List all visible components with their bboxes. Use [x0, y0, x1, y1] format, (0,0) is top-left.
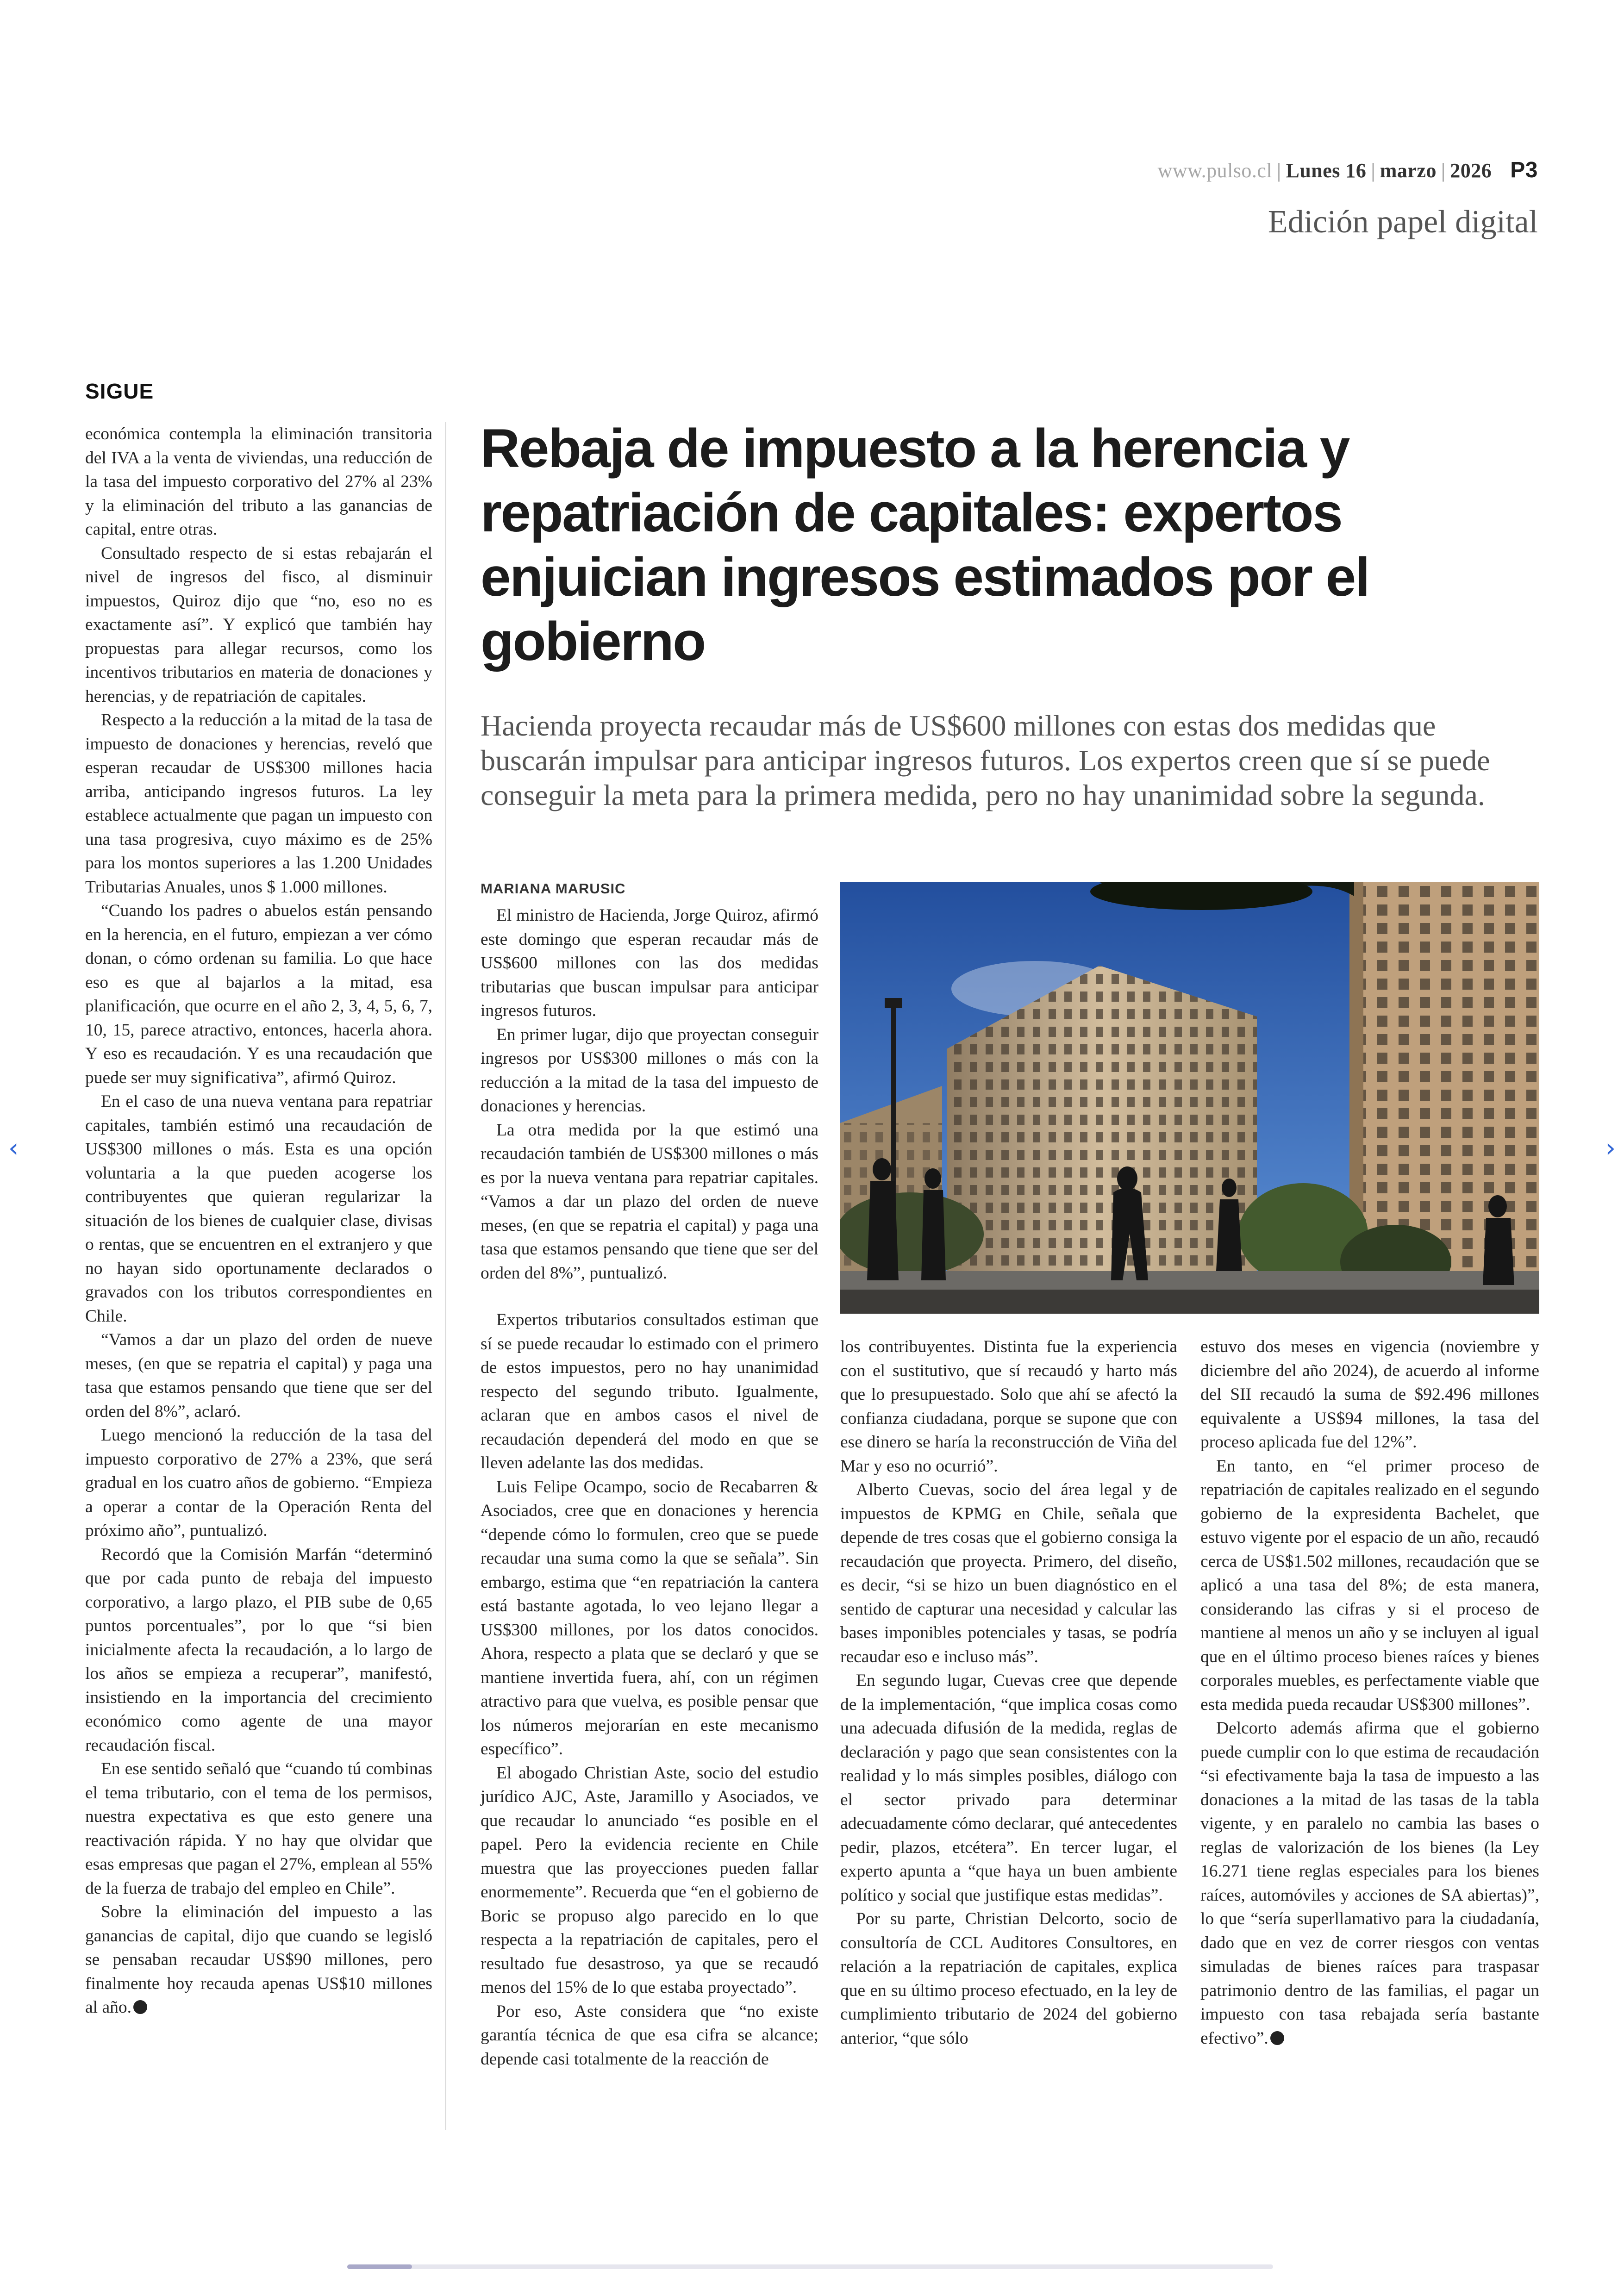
prev-page-chevron-icon[interactable]: ‹: [8, 1133, 19, 1163]
byline: MARIANA MARUSIC: [481, 880, 626, 897]
paragraph: El abogado Christian Aste, socio del estudio jurídico AJC, Aste, Jaramillo y Asociados, ve que recaudar lo anunciado “es posible en el papel. Pero la evidencia reciente en Chile muestra que las proyecciones pueden fallar enormemente”. Recuerda que “en el gobierno de Boric se propuso algo parecido en lo que respecta a la repatriación de capitales, pero el resultado fue desastroso, ya que se recaudó menos del 15% de lo que estaba proyectado”.: [481, 1763, 818, 1997]
paragraph: En el caso de una nueva ventana para repatriar capitales, también estimó una recaudación de US$300 millones o más. Esta es una opción voluntaria a la que pueden acogerse los contribuyentes que quieran regularizar la situación de los bienes de cualquier clase, divisas o rentas, que se encuentren en el extranjero y que no hayan sido oportunamente declarados o gravados con los tributos correspondientes en Chile.: [85, 1092, 432, 1326]
edition-label: Edición papel digital: [1268, 204, 1538, 240]
paragraph: La otra medida por la que estimó una recaudación también de US$300 millones o más es por la nueva ventana para repatriar capitales. “Vamos a dar un plazo del orden de nueve meses, (en que se repatria el capital) y paga una tasa que estamos pensando que tiene que ser del orden del 8%”, puntualizó.: [481, 1120, 818, 1283]
paragraph: Por su parte, Christian Delcorto, socio de consultoría de CCL Auditores Consultores, en relación a la repatriación de capitales, explica que en su último proceso efectuado, en la ley de cumplimiento tributario de 2024 del gobierno anterior, “que sólo: [840, 1909, 1177, 2048]
paragraph: Consultado respecto de si estas rebajarán el nivel de ingresos del fisco, al disminuir impuestos, Quiroz dijo que “no, eso no es exactamente así”. Y explicó que también hay propuestas para allegar recursos, como los incentivos tributarios en materia de donaciones y herencias, y de repatriación de capitales.: [85, 543, 432, 706]
separator: |: [1371, 159, 1375, 182]
paragraph: Luego mencionó la reducción de la tasa del impuesto corporativo de 27% a 23%, que será gradual en los cuatro años de gobierno. “Empieza a operar a contar de la Operación Renta del próximo año”, puntualizó.: [85, 1426, 432, 1540]
paragraph: estuvo dos meses en vigencia (noviembre y diciembre del año 2024), de acuerdo al informe del SII recaudó la suma de $92.496 millones equivalente a US$94 millones, la tasa del proceso aplicada fue del 12%”.: [1200, 1337, 1539, 1452]
article-column-1: [481, 904, 818, 1285]
paragraph: En segundo lugar, Cuevas cree que depende de la implementación, “que implica cosas como una adecuada difusión de la medida, reglas de declaración y pago que sean consistentes con la realidad y lo más simples posibles, diálogo con el sector privado para determinar adecuadamente cómo declarar, qué antecedentes pedir, plazos, etcétera”. En tercer lugar, el experto apunta a “que haya un buen ambiente político y social que justifique estas medidas”.: [840, 1671, 1177, 1905]
separator: |: [1277, 159, 1281, 182]
paragraph: los contribuyentes. Distinta fue la experiencia con el sustitutivo, que sí recaudó y harto más que lo presupuestado. Solo que ahí se afectó la confianza ciudadana, porque se supone que con ese dinero se haría la reconstrucción de Viña del Mar y eso no ocurrió”.: [840, 1337, 1177, 1476]
page-scrollbar[interactable]: [347, 2264, 1273, 2269]
article-column-1-cont: [481, 1308, 818, 2071]
article-column-3: [1200, 1335, 1539, 2050]
paragraph: Respecto a la reducción a la mitad de la tasa de impuesto de donaciones y herencias, reveló que esperan recaudar de US$300 millones hacia arriba, anticipando ingresos futuros. La ley establece actualmente que pagan un impuesto con una tasa progresiva, cuyo máximo es de 25% para los montos superiores a las 1.200 Unidades Tributarias Anuales, unos $ 1.000 millones.: [85, 711, 432, 897]
photo-buildings-street: [840, 882, 1539, 1314]
site-url: www.pulso.cl: [1157, 159, 1273, 182]
end-mark-icon: [133, 2000, 147, 2014]
scrollbar-thumb[interactable]: [347, 2264, 412, 2269]
paragraph-last: [1200, 1716, 1539, 2050]
paragraph: económica contempla la eliminación transitoria del IVA a la venta de viviendas, una reducción de la tasa del impuesto corporativo del 27% al 23% y la eliminación del tributo a las ganancias de capital, entre otras.: [85, 424, 432, 539]
issue-day: Lunes 16: [1286, 159, 1367, 182]
headline: Rebaja de impuesto a la herencia y repatriación de capitales: expertos enjuician ingresos estimados por el gobierno: [481, 418, 1369, 672]
paragraph: “Cuando los padres o abuelos están pensando en la herencia, en el futuro, empiezan a ver cómo donan, o cómo ordenan su familia. Lo que hace eso es que al bajarlos a la mitad, esa planificación, que ocurre en el año 2, 3, 4, 5, 6, 7, 10, 15, parece atractivo, entonces, hacerla ahora. Y eso es recaudación. Y es una recaudación que puede ser muy significativa”, afirmó Quiroz.: [85, 901, 432, 1087]
article-photo: [840, 882, 1539, 1314]
column-divider: [445, 422, 446, 2130]
paragraph: Alberto Cuevas, socio del área legal y de impuestos de KPMG en Chile, señala que depende de tres cosas que el gobierno consiga la recaudación que proyecta. Primero, del diseño, es decir, “si se hizo un buen diagnóstico en el sentido de capturar una necesidad y calcular las bases imponibles potenciales y tasas, se podría recaudar eso e incluso más”.: [840, 1480, 1177, 1666]
paragraph-last: [85, 1900, 432, 2020]
issue-year: 2026: [1450, 159, 1492, 182]
paragraph: Expertos tributarios consultados estiman que sí se puede recaudar lo estimado con el primero de estos impuestos, pero no hay unanimidad respecto del segundo tributo. Igualmente, aclaran que en ambos casos el nivel de recaudación dependerá del modo en que se lleven adelante las dos medidas.: [481, 1310, 818, 1472]
paragraph-text: Delcorto además afirma que el gobierno puede cumplir con lo que estima de recaudación “si efectivamente baja la tasa de impuesto a las donaciones a la mitad de las tasas de la tabla vigente, y en paralelo no cambia las bases o reglas de valorización de los bienes (la Ley 16.271 tiene reglas especiales para los bienes raíces, automóviles y acciones de SA abiertas)”, lo que “sería superllamativo para la ciudadanía, dado que en vez de correr riesgos con ventas simuladas de bienes raíces para traspasar patrimonio dentro de las familias, el pagar un impuesto con tasa rebajada sería bastante efectivo”.: [1200, 1719, 1539, 2048]
paragraph: “Vamos a dar un plazo del orden de nueve meses, (en que se repatria el capital) y paga una tasa que estamos pensando que tiene que ser del orden del 8%”, aclaró.: [85, 1330, 432, 1421]
paragraph: En ese sentido señaló que “cuando tú combinas el tema tributario, con el tema de los permisos, nuestra expectativa es que esto genere una reactivación rápida. Y no hay que olvidar que esas empresas que pagan el 27%, emplean al 55% de la fuerza de trabajo del empleo en Chile”.: [85, 1759, 432, 1898]
paragraph: Luis Felipe Ocampo, socio de Recabarren & Asociados, cree que en donaciones y herencia “depende cómo lo formulen, creo que se puede recaudar una suma como la que se señala”. Sin embargo, estima que “en repatriación la cantera está bastante agotada, lo veo lejano llegar a US$300 millones, por los datos conocidos. Ahora, respecto a plata que se declaró y que se mantiene invertida fuera, ahí, con un régimen atractivo para que vuelva, es posible pensar que los números mejorarían en este mecanismo específico”.: [481, 1477, 818, 1759]
end-mark-icon: [1270, 2031, 1284, 2045]
next-page-chevron-icon[interactable]: ›: [1605, 1133, 1616, 1163]
masthead: [1158, 157, 1538, 183]
continued-label: SIGUE: [85, 379, 154, 403]
paragraph: Recordó que la Comisión Marfán “determinó que por cada punto de rebaja del impuesto corporativo, a largo plazo, el PIB sube de 0,65 puntos porcentuales”, por lo que “si bien inicialmente afecta la recaudación, a lo largo de los años se empieza a recuperar”, manifestó, insistiendo en la importancia del crecimiento económico como agente de una mayor recaudación fiscal.: [85, 1545, 432, 1755]
continued-story: [85, 422, 432, 2020]
dek: Hacienda proyecta recaudar más de US$600 millones con estas dos medidas que buscarán impulsar para anticipar ingresos futuros. Los expertos creen que sí se puede conseguir la meta para la primera medida, pero no hay unanimidad sobre la segunda.: [481, 709, 1490, 811]
page-number: P3: [1510, 158, 1538, 182]
paragraph: En primer lugar, dijo que proyectan conseguir ingresos por US$300 millones o más con la reducción a la mitad de la tasa del impuesto de donaciones y herencias.: [481, 1025, 818, 1116]
issue-month: marzo: [1380, 159, 1437, 182]
paragraph: En tanto, en “el primer proceso de repatriación de capitales realizado en el segundo gobierno de la expresidenta Bachelet, que estuvo vigente por el espacio de un año, recaudó cerca de US$1.502 millones, recaudación que se aplicó a una tasa del 8%; de esta manera, considerando las cifras y si el proceso de mantiene al menos un año y se incluyen al igual que en el último proceso bienes raíces y bienes corporales muebles, es perfectamente viable que esta medida pueda recaudar US$300 millones”.: [1200, 1456, 1539, 1714]
paragraph: El ministro de Hacienda, Jorge Quiroz, afirmó este domingo que esperan recaudar más de US$600 millones con las dos medidas tributarias que buscan impulsar para anticipar ingresos futuros.: [481, 906, 818, 1020]
article-column-2: [840, 1335, 1177, 2050]
paragraph: Por eso, Aste considera que “no existe garantía técnica de que esa cifra se alcance; depende casi totalmente de la reacción de: [481, 2002, 818, 2069]
separator: |: [1441, 159, 1446, 182]
paragraph-text: Sobre la eliminación del impuesto a las ganancias de capital, dijo que cuando se legisló se pensaban recaudar US$90 millones, pero finalmente hoy recauda apenas US$10 millones al año.: [85, 1902, 432, 2017]
